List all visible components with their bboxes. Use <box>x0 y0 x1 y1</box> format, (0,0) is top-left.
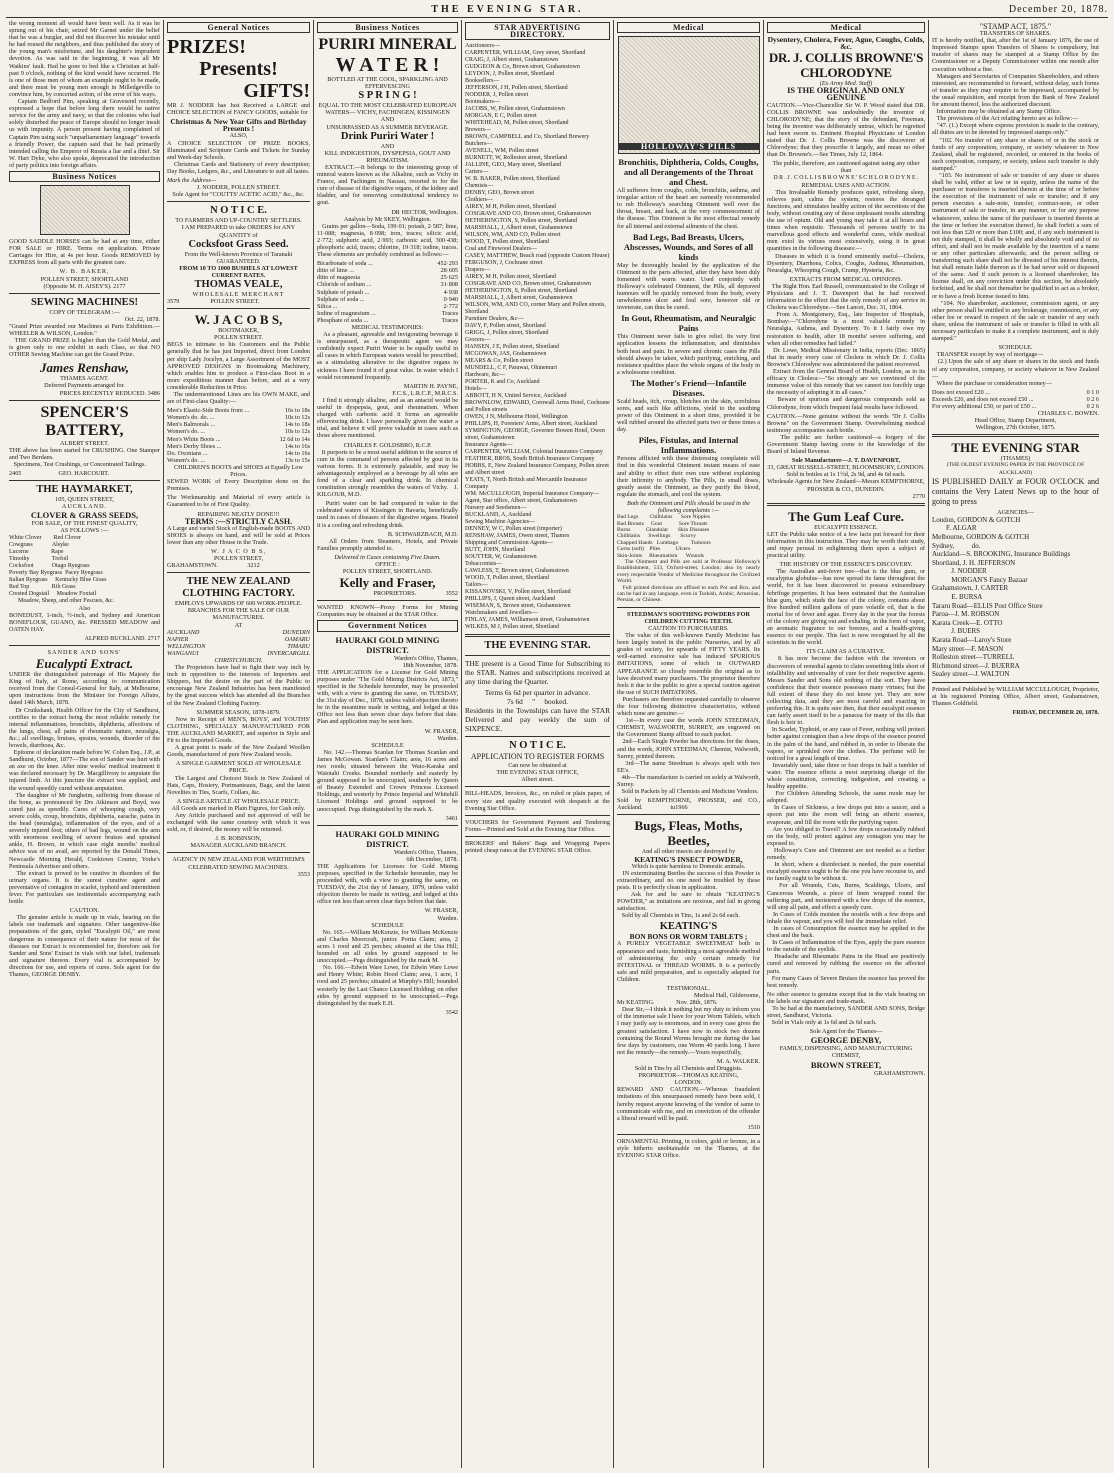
fraser-sign: W. FRASER, <box>424 727 458 735</box>
medical-header-2: Medical <box>767 22 925 33</box>
head-office: Head Office, Stamp Department, <box>974 417 1057 425</box>
jacobs-town: GRAHAMSTOWN. 3212 <box>167 562 260 570</box>
office-label: OFFICE : <box>375 561 400 568</box>
business-notices-header: Business Notices <box>9 171 160 182</box>
price-row: Men's Elastic-Side Boots from ... 16s to 18s <box>167 407 310 415</box>
jacobs-body: BEGS to intimate to his Customers and the Public generally that he has just Imported, direct from London per ship Lady Jocelyn, a Large Assortment of the MOST APPROVED DESIGNS in Bootmaking Machinery, which enables him to produce a First-class Boot in a more expeditious manner than before, and at a very considerable Reduction in Price. The undermentioned Lines are his OWN MAKE, and are of First-class Quality:— <box>167 341 311 406</box>
analysis-body: Grains per gallon—Soda, 199·01; potash, 2·587; lime, 11·088; magnesia, 8·098; iron, traces; silicic acid, 2·772; sulphuric acid, 2·993; carbonic acid, 300·438; phosphoric acid, traces; chlorine, 19·318; iodine, traces. These elements are probably combined as follows:— <box>317 222 460 259</box>
bonedust: BONEDUST, 1-inch, ½-inch, and Sydney and American BONEFLOUR, GUANO, &c. PRESSED MEADOW and OATEN HAY. <box>9 611 160 633</box>
grahamstown: GRAHAMSTOWN. <box>874 1069 925 1077</box>
nodder-address: J. NODDER, POLLEN STREET. <box>196 184 281 192</box>
piles-title: Piles, Fistulas, and Internal Inflammations. <box>638 435 739 456</box>
battery-body: THE above has been started for CRUSHING. One Stamper and Two Berdans. Specimens, Test Crushings, or Concentrated Tailings. <box>9 446 160 468</box>
chem-row: ditto of lime ... 28·605 <box>317 267 458 275</box>
drink-puriri: Drink Puriri Water ! <box>340 130 435 142</box>
price-row: Men's White Boots ... 12 6d to 14s <box>167 435 310 443</box>
presents-title: Presents! <box>199 58 278 81</box>
telegram-label: COPY OF TELEGRAM :— <box>49 308 120 316</box>
price-row: Women's do. ... 13s to 15s <box>167 456 310 464</box>
general-notices-header: General Notices <box>167 22 310 33</box>
chem-row: Silica ... 2·772 <box>317 302 458 310</box>
sewed-work: SEWED WORK of Every Description done on the Premises. <box>167 478 310 493</box>
agency: AGENCY IN NEW ZEALAND FOR WERTHEIM'S CELEBRATED SEWING MACHINES. <box>172 856 305 871</box>
also-label: Also <box>78 604 91 612</box>
mark-address: Mark the Address— <box>167 177 217 185</box>
farmers-title: TO FARMERS AND UP-COUNTRY SETTLERS. <box>175 217 302 225</box>
veale-address: 3579 POLLEN STREET. <box>167 298 260 306</box>
prices-reduced: PRICES RECENTLY REDUCED. 3486 <box>59 389 160 397</box>
children-boots: CHILDREN'S BOOTS and SHOES at Equally Low Prices. <box>174 463 303 479</box>
agency-list: London, GORDON & GOTCH F. ALGAR Melbourne, GORDON & GOTCH Sydney, do. Auckland—S. BROOKING, Insurance Buildings Shortland, J. H. JEFFERSON J. NODDER MORGAN'S Fancy Bazaar Grahamstown, J. CARTER E. BURSA Tararu Road—ELLIS Post Office Store Paroa—J. M. ROBSON Karata Creek—E. OTTO J. BUERS Karata Road—Laroy's Store Mary street—F. MASON Rolleston street—TURRELL Richmond street—J. BUERRA Sealey street—J. WALTON <box>932 515 1071 679</box>
fee-table <box>932 389 1099 410</box>
bottled: BOTTLED AT THE COOL, SPARKLING AND EFFERVESCING <box>327 76 448 91</box>
unsurpassed: UNSURPASSED AS A SUMMER BEVERAGE. <box>326 123 449 131</box>
cocksfoot-title: Cocksfoot Grass Seed. <box>188 238 289 250</box>
keating-powder: KEATING'S INSECT POWDER, <box>634 854 743 864</box>
masthead-date: December 20, 1878. <box>1008 4 1108 15</box>
manager: MANAGER AUCKLAND BRANCH. <box>190 842 287 850</box>
government-notices-header: Government Notices <box>317 620 458 631</box>
from-west: From the Well-known Province of Taranaki GUARANTEED. <box>184 250 293 265</box>
seeds-list: White Clover Red Clover Cowgrass Alsyke Lucerne Rape Timothy Trefoil Cocksfoot Otago Ryegrass Poverty Bay Ryegrass Pacey Ryegrass Italian Ryegrass Kentucky Blue Grass Red Top Rib Grass Crested Dogstail Meadow Foxtail Meadow, Sheep, and other Fescues, &c. <box>9 534 115 604</box>
gifts-title: GIFTS! <box>243 80 310 103</box>
complaints-list: Bad Legs Chilblains Sore Nipples Bad Breasts Gout Sore Throats Burns Glandular Skin Diseases Chilblains Swellings Scurvy Chapped Hands Lumbago Tumours Corns (soft) Piles Ulcers Skin-Joints Rheumatism Wounds <box>617 514 711 559</box>
residents-text: Residents in the Townships can have the STAR Delivered and pay weekly the sum of SIXPENCE. <box>465 706 610 734</box>
testimonial-body: As a pleasant, agreeable and invigorating beverage it is unsurpassed, as a therapeutic agent we may confidently expect Puriri Water to be equally useful in all cases in which European waters would be prescribed; as a stimulating alterative to the digestive organs in sickness I have found it of great value. In water which I would recommend frequently. <box>317 331 460 381</box>
caution-purchasers: CAUTION TO PURCHASERS. <box>648 624 729 632</box>
nz-title: THE NEW ZEALAND <box>186 576 291 588</box>
badlegs-body: May be thoroughly healed by the application of the Ointment to the parts affected, after they have been duly fomented with warm water. Used conjointly with Holloway's celebrated Ointment, the Pills, all depraved humours will be quickly removed from the body, every unwholesome ulcer and foul sore, however old or inveterate, can thus be cured. <box>617 261 760 312</box>
wardens-office: Warden's Office, Thames, <box>394 654 458 662</box>
issue-date: FRIDAY, DECEMBER 20, 1878. <box>1012 709 1099 717</box>
gum-body: LET the Public take notice of a few facts put forward for their information in this instruction. They may be worth their study, and repay perusal in enlightening them upon a subject of practical utility. <box>767 530 925 560</box>
spencer-title: SPENCER'S <box>40 403 129 421</box>
clover-title: CLOVER & GRASS SEEDS, <box>30 510 139 521</box>
wanted-known: WANTED KNOWN—Proxy Forms for Mining Companies may be obtained at the STAR Office. <box>317 604 458 619</box>
bowen-sign: CHARLES C. BOWEN. <box>1037 410 1099 418</box>
harmless: Which is quite harmless to Domestic animals. <box>631 862 746 870</box>
harcourt: 2465 GEO. HARCOURT. <box>9 470 110 478</box>
obtained-text: Can now be obtained at <box>508 762 567 770</box>
keating-title: KEATING'S <box>659 921 718 933</box>
price-row: Do. Oxonians ... 14s to 16s <box>167 449 310 457</box>
schedule-title: SCHEDULE <box>371 741 404 749</box>
both-text: Both the Ointment and Pills should be used in the following complaints :— <box>627 499 750 514</box>
equal: EQUAL TO THE MOST CELEBRATED EUROPEAN WATERS— VICHY, FACHINGEN, KISSINGEN <box>318 102 457 117</box>
gout-title: In Gout, Rheumatism, and Neuralgic Pains <box>621 313 756 334</box>
nodder-agent: Sole Agent for "COUTTS' ACETIC ACID," &c., &c. <box>172 191 305 199</box>
brokers: BROKERS' and Bakers' Bags and Wrapping Papers printed cheap rates at the EVENING STAR Office. <box>465 839 610 855</box>
bugs-title: Bugs, Fleas, Moths, Beetles, <box>634 818 743 849</box>
testimonial-body: Dear Sir,—I think it nothing but my duty to inform you of the immense sale I have for your Worm Tablets, which I may justly say is enormous, and in every case gives the greatest satisfaction. I have now in stock two dozens containing the Round Worms brought me during the last few days by customers, one Worm 40 yards long. I have not the remedy—the remedy.—Yours respectfully, <box>617 1006 762 1056</box>
wellington-date: Wellington, 27th October, 1875. <box>975 424 1056 432</box>
application-text: APPLICATION TO REGISTER FORMS <box>470 752 605 762</box>
chem-row: Chloride of sodium ... 31·808 <box>317 281 458 289</box>
history-body: The Australian anti-fever tree—that is the blue gum, or eucalyptus globulus—has now spread its fame throughout the world, for it has been discovered to possess extraordinary febrifuge properties. It has been estimated that the Australian blue gum, which studs the face of the colony, contains about five hundred million gallons of pure volatile oil, that is the mortal foe of fever and ague. Every day in the year the forests of the colony are giving out and exhaling, in the form of vapor, an aromatic fragrance to our breezes, and a health-giving essence to our people. This fact is now recognised by all the scientists in the world. <box>767 568 927 647</box>
payne-quals: F.C.S., L.R.C.P., M.R.C.S. <box>392 389 458 397</box>
address: 33, GREAT RUSSELL-STREET, BLOOMSBURY, LONDON. <box>767 464 925 472</box>
kill-indigestion: KILL INDIGESTION, DYSPEPSIA, GOUT AND RHEUMATISM. <box>324 149 451 164</box>
town-row: CHRISTCHURCH. <box>214 657 263 664</box>
holloway-illustration <box>618 36 760 154</box>
town-list <box>167 629 310 664</box>
extract-text: EXTRACT.—It belongs to the interesting group of mineral waters known as the Alkaline, such as Vichy in France, and Fachingen in Nassau, resorted to for the cure of disease of the digestive organs, of the kidney and bladder, and for removing constitutional tendency to gout. <box>317 163 460 207</box>
story-text: the wrong moment all would have been well. As it was he sprung out of his chair, seized Mr Garnet under the belief that he was a burglar, and did not discover his mistake until he had roused the neighbors, and thus published the story of the young man's misfortune, and his daughter's imprudent devotion. As was said in the beginning, it was all Mr Watkins' fault. Had he gone to bed like a Christian at half-past 9 o'clock, nothing of the kind would have occurred. He is one of those men of whom an example ought to be made, and there must be young men enough in Milledgeville to convince him, by concerted action, of the error of his ways. Captain Bedford Pim, speaking at Gravesend recently, expressed a hope that before long there would be native service for the army and navy, so that the colonies who had solely disturbed the peace of Europe should no longer insult us with impunity. A person present having complained of Captain Pim using such "unparliamentary language" towards a friendly Power, the captain said that he had primarily intended calling the Emperor of Russia a liar and a thief. Sir W. Hart Dyke, who also spoke, deprecated the introduction of party politics into foreign affairs. <box>9 20 160 169</box>
notice-title: N O T I C E. <box>509 740 566 752</box>
walker-sign: M. A. WALKER. <box>716 1057 760 1065</box>
schedule-body-2: No. 165.—William McKenzie, for William McKenzie and Charles Moorcraft, junior. Portia Claim; area, 2 acres 1 rood and 25 perches; situated at the Una Hill; bounded on all sides by ground supposed to be unoccupied.—Pegs distinguished by the mark M. No. 166.—Edwin Ware Lowe, for Edwin Ware Lowe and Henry White; Robin Hood Claim; area, 1 acre, 1 rood and 25 perches; situated at Murphy's Hill; bounded westerly by the Last Chance Licensed Holding; on other sides by ground supposed to be unoccupied.—Pegs distinguished by the mark E.H. <box>317 928 458 1007</box>
chem-row: Sulphate of soda ... 0·940 <box>317 295 458 303</box>
column-4 <box>462 20 614 1468</box>
buckland-sign: ALFRED BUCKLAND. 2717 <box>84 634 160 642</box>
browne-title: DR. J. COLLIS BROWNE'S CHLORODYNE <box>768 50 924 81</box>
jacobs-sign: W. J A C O B S, <box>210 547 266 555</box>
jacobs-sign-street: POLLEN STREET, <box>213 555 264 563</box>
baker-name: W. B. BAKER, <box>59 268 110 276</box>
robinson: J. B. ROBINSON, <box>215 835 262 843</box>
summer-season: SUMMER SEASON, 1878-1879. <box>196 708 281 716</box>
single-article: A SINGLE ARTICLE AT WHOLESALE PRICE. <box>176 797 301 805</box>
albert-text: Albert street. <box>521 776 554 784</box>
analysis-head: Analysis by Mr SKEY, Wellington. <box>343 215 432 223</box>
fee-row: Does not exceed £20 ... 0 1 0 <box>932 388 1099 396</box>
office-address: POLLEN STREET, SHORTLAND. <box>342 568 433 576</box>
evening-star-title: THE EVENING STAR <box>951 440 1080 456</box>
bugs-body: IN exterminating Beetles the success of this Powder is extraordinary, and no one need be troubled by these pests. It is perfectly clean in application. Ask for and be sure to obtain "KEATING'S POWDER," as imitations are noxious, and fail in giving satisfaction. Sold by all Chemists in Tins, 1s and 2s 6d each. <box>617 869 760 920</box>
eucalypti-body: UNDER the distinguished patronage of His Majesty the King of Italy, at Rome, according to communication received from the Consul-General for Italy, at Melbourne, upon instructions from the Minister for Foreign Affairs, dated 14th March, 1878. Dr Cruikshank, Health Officer for the City of Sandhurst, certifies to the extract being the most reliable remedy for internal inflammations, bronchitis, diphtheria, affections of the lungs, chest, all pains of rheumatic nature, neuralgia, &c.; all swellings, bruises, sprains, wounds, disorder of the bowels, diarrhoea, &c. Epitome of declaration made before W. Cohen Esq., J.P., at Sandhurst, October, 1877—The son of Sander was hurt with an axe on the knee. After nine weeks' medical treatment it was declared necessary by Dr. Macgillivray to amputate the injured limb. At this juncture the extract was applied, and the wound speedily cured without amputation. The daughter of Mr Jungheim, suffering from disease of the bone, as pronounced by Drs Atkinson and Boyd, was cured just as speedily. Cures of whooping cough, very severe colds, croup, bronchitis, diphtheria, earache, pains in the head (neuralgia), inflammation of the eyes, and of a severely injured foot; others of bad legs, wound on the arm with enormous swelling of severe bruises and sprained ankle, H. Brown, in which case eight months' medical advice was of no avail, are reported by the Donald Times, Newcastle Morning Herald, Cooktown Courier, Yorke's Peninsula Advertiser and others. The extract is proved to be curative in disorders of the urinary organs. It is the surest curative agent and preventative of contagion in scarlet, typhoid and intermittent fever. For particulars see testimonials accompanying each bottle. <box>9 671 161 906</box>
chem-row: Iodine of magnesium ... Traces <box>317 309 458 317</box>
spring-title: S P R I N G ! <box>358 90 417 102</box>
summer-body: Now in Receipt of MEN'S, BOYS', and YOUTHS' CLOTHING, SPECIALLY MANUFACTURED FOR THE AUCKLAND MARKET, and superior in Style and Fit to the Imported Goods. A great point is made of the New Zealand Woollen Goods, manufactured of pure New Zealand wools. <box>167 715 311 759</box>
extracts-body: The Right Hon. Earl Russell, communicated to the College of Physicians and J. T. Davenport that he had received information to the effect that the only remedy of any service in Cholera was Chlorodyne.—See Lancet, Dec. 31, 1864. From A. Montgomery, Esq., late Inspector of Hospitals, Bombay:—"Chlorodyne is a most valuable remedy in Neuralgia, Asthma, and Dysentery. To it I fairly owe my restoration to health, after 18 months' severe suffering, and when all other remedies had failed." Dr. Lowe, Medical Missionary in India, reports (Dec. 1865) that in nearly every case of Cholera in which Dr. J. Collis Browne's Chlorodyne was administered the patient recovered. Extract from the General Board of Health, London, as to its efficacy in Cholera:—"So strongly are we convinced of the immense value of this remedy that we cannot too forcibly urge the necessity of adopting it in all cases." Beware of spurious and dangerous compounds sold as Chlorodyne, from which frequent fatal results have followed. <box>767 282 926 411</box>
booked-text: 7s 6d " booked. <box>507 697 568 707</box>
steedman-sold: Sold by KEMPTHORNE, PROSSER, and CO., Auckland. tu1966 <box>617 797 762 812</box>
battery-title: BATTERY, <box>45 421 124 439</box>
wholesale-number: 2770 <box>912 492 925 500</box>
wholesale-merchant: WHOLESALE MERCHANT <box>192 290 285 298</box>
claim-title: ITS CLAIM AS A CURATIVE. <box>806 648 886 656</box>
warden-label-2: Warden. <box>437 914 458 922</box>
sole-manufacturer: Sole Manufacturer—J. T. DAVENPORT, <box>791 457 901 465</box>
mothers-body: Scald heads, itch, croup, blotches on the skin, scrofulous sores, and such like afflictions, yield to the soothing power of this Ointment in a short time, provided it be well rubbed around the affected parts two or three times a day. <box>617 397 760 434</box>
puriri-title: PURIRI MINERAL <box>318 36 457 54</box>
hauraki-title: HAURAKI GOLD MINING DISTRICT. <box>335 634 440 655</box>
dysentery-title: Dysentery, Cholera, Fever, Ague, Coughs, Colds, &c. <box>767 35 925 52</box>
renshaw-name: James Renshaw, <box>39 360 130 376</box>
largest-stock: The Largest and Choicest Stock in New Zealand of Hats, Caps, Hosiery, Portmanteaux, Bags, and the latest Novelties in Ties, Scarfs, Collars, &c. <box>167 774 312 796</box>
vouchers: VOUCHERS for Government Payment and Tendering Forms—Printed and Sold at the Evening Star Office. <box>465 818 610 833</box>
telegram-body: "Grand Prize awarded our Machines at Paris Exhibition.—WHEELER & WILSON, London." THE GRAND PRIZE is higher than the Gold Medal, and is given only to one exhibit in each Class, so that NO OTHER Sewing Machine can get the Grand Prize. <box>9 322 161 359</box>
xmas-gifts: Christmas & New Year Gifts and Birthday Presents ! <box>170 117 307 134</box>
history-title: THE HISTORY OF THE ESSENCE'S DISCOVERY. <box>779 561 913 569</box>
eucalypti-title: Eucalypti Extract. <box>35 656 134 672</box>
schedule-number: 3461 <box>445 814 458 822</box>
testimonial-title: TESTIMONIAL. <box>666 985 711 992</box>
repairing: REPAIRING NEATLY DONE!!! <box>197 510 280 518</box>
hector-sign: DR HECTOR, Wellington. <box>391 208 458 216</box>
family-chemist: FAMILY, DISPENSING, AND MANUFACTURING CHEMIST, <box>779 1045 913 1060</box>
testimonial-head: Medical Hall, Gildersome, <box>694 992 760 1000</box>
badlegs-title: Bad Legs, Bad Breasts, Ulcers, Abscesses, Wounds, and Sores of all kinds <box>623 231 754 262</box>
published-text: IS PUBLISHED DAILY at FOUR O'CLOCK and contains the Very Latest News up to the hour of going to press <box>932 476 1099 506</box>
testimonials-title: MEDICAL TESTIMONIES: <box>351 324 424 331</box>
delivered: Delivered in Cases containing Five Dozen. <box>334 553 441 561</box>
caution-title: CAUTION. <box>69 907 100 915</box>
schedule-title: SCHEDULE. <box>998 344 1033 352</box>
chem-row: Sulphate of potash ... 4·938 <box>317 288 458 296</box>
nodder-body: MR J. NODDER has Just Received a LARGE and CHOICE SELECTION of FANCY GOODS, suitable for <box>167 102 310 117</box>
notice-title: N O T I C E. <box>210 205 267 217</box>
as-follows: AS FOLLOWS :— <box>60 527 109 535</box>
single-garment: A SINGLE GARMENT SOLD AT WHOLESALE PRICE. <box>175 760 302 775</box>
veale-name: THOMAS VEALE, <box>194 278 283 290</box>
column-7 <box>929 20 1102 1468</box>
ointment-note: The Ointment and Pills are sold at Professor Holloway's Establishment, 533, Oxford-street, London; also by nearly every respectable Vendor of Medicine throughout the Civilized World. Full printed directions are affixed to each Pot and Box, and can be had in any language, even in Turkish, Arabic, Armenian, Persian, or Chinese. <box>617 558 760 604</box>
stamp-body: IT is hereby notified, that, after the 1st of January 1876, the use of Impressed Stamps upon Transfers of Shares is compulsory, but transfer of shares may be stamped at a Stamp Office by the Commissioner or a Deputy Commissioner within one month after execution without a fine. Managers and Secretaries of Companies Shareholders, and others interested, are recommended to forward, without delay, such forms of transfer as they may require to be impressed, accompanied by the usual requisition, and receipt from the Bank of New Zealand for amount thereof, less the authorized discount. Information may be obtained at any Stamp Office. The provisions of the Act relating hereto are as follow:— "47. (1.) Except where express provision is made to the contrary, all duties are to be denoted by impressed stamps only." "102. No transfer of any share or shares of or in the stock or funds of any corporation, company, or society whatever in New Zealand, shall be registered, recorded, or entered in the books of such corporation, company, or society, unless such transfer is duly stamped." "103. No instrument of sale or transfer of any share or shares shall be valid, either at law or in equity, unless the name of the purchaser or transferee is inserted therein at the time of or before the execution of the instrument of sale or transfer; and if any person executes a sale-note, transfer, contract-note, or other instrument of sale or transfer, in any manner, or for any purpose whatsoever, unless the name of the purchaser is inserted therein at the time or before the execution thereof, he shall forfeit a sum of not less than £20 or more than £100; and, if any such instrument is not duly stamped, it shall be wholly and absolutely void and of no effect, and shall not be made available by the insertion of a name or any other particulars afterwards; and the person selling or transferring such share shall not be divested of his interest therein, but shall remain liable thereon as if he had never sold or disposed of the same. And if such person is a licensed sharebroker, his license shall, on any conviction under this section, be absolutely forfeited, and he shall not thereafter be qualified to act as a broker, or to have a fresh license issued to him. "104. No sharebroker, auctioneer, commission agent, or any other person shall be entitled to any brokerage, commission, or any other fee or reward in respect of the sale or transfer of any such share, unless the instrument of sale or transfer is filled in with all necessary particulars to make it a complete instrument, and is duly stamped." <box>932 37 1100 343</box>
prepared: I AM PREPARED to take ORDERS for ANY QUANTITY of <box>181 224 296 239</box>
wardens-date: 18th November, 1878. <box>402 661 458 669</box>
wardens-date-2: 6th December, 1878. <box>406 855 458 863</box>
caution-2: CAUTION.—None genuine without the words "Dr J. Collis Browne" on the Government Stamp. Overwhelming medical testimony accompanies each bottle. The public are further cautioned—a forgery of the Government Stamp having come to the knowledge of the Board of Inland Revenue. <box>767 412 925 456</box>
town-row: NAPIER OAMARU <box>167 635 310 643</box>
column-3 <box>314 20 462 1468</box>
piles-body: Persons afflicted with these distressing complaints will find in this wonderful Ointment instant means of ease and ability to effect their own cure without explaining their infirmity to anybody. The Pills, in small doses, greatly assist the Ointment, as they purify the blood, regulate the stomach, and cool the system. <box>617 455 760 498</box>
also-label: ALSO, <box>229 132 248 140</box>
reward-number: 1510 <box>747 1123 760 1131</box>
denby-name: GEORGE DENBY, <box>810 1035 882 1046</box>
town-row: AUCKLAND DUNEDIN <box>167 628 310 636</box>
fraser-sign-2: W. FRASER, <box>424 907 458 915</box>
remedial-body: This Invaluable Remedy produces quiet, refreshing sleep, relieves pain, calms the system, restores the deranged functions, and stimulates healthy action of the secretions of the body, without creating any of those unpleasant results attending the use of opium. Old and young may take it at all hours and times when requisite. Thousands of persons testify to its marvellous good effects and wonderful cures, while medical men extol its virtues most extensively, using it in great quantities in the following diseases:— Diseases in which it is found eminently useful—Cholera, Dysentery, Diarrhoea, Colics, Coughs, Asthma, Rheumatism, Neuralgia, Whooping Cough, Cramp, Hysteria, &c. <box>767 188 925 274</box>
masthead-title: THE EVENING STAR. <box>431 4 584 15</box>
masthead <box>6 4 1108 18</box>
hauraki-title-2: HAURAKI GOLD MINING DISTRICT. <box>335 828 440 849</box>
reward-text: REWARD AND CAUTION.—Whereas fraudulent imitations of this unsurpassed remedy have been sold, I hereby request anyone knowing of the vendor of same to communicate with me, and on conviction of the offender a liberal reward will be paid. <box>617 1086 760 1122</box>
chem-row: Phosphate of soda ... Traces <box>317 316 458 324</box>
terms-cash: TERMS :—STRICTLY CASH. <box>184 516 293 526</box>
bronchitis-body: All sufferers from coughs, colds, bronchitis, asthma, and irregular action of the heart are earnestly recommended to rub Holloway's searching Ointment well over the throat, breast, and back, at the very commencement of the disease. This Ointment is the most effectual remedy for all internal and external ailments of the chest. <box>617 187 760 230</box>
schedule-body: TRANSFER except by way of mortgage— (2.) Upon the sale of any share or shares in the stock and funds of any corporation, company, or society whatever in New Zealand— Where the purchase or consideration money— <box>932 351 1100 387</box>
fee-row: For every additional £50, or part of £50 ... 0 2 6 <box>932 402 1099 410</box>
holloway-label: HOLLOWAY'S PILLS <box>619 143 759 150</box>
sole-agent: Sole Agent for the Thames— <box>809 1028 883 1036</box>
bonbons-title: BON BONS OR WORM TABLETS ; <box>629 932 748 942</box>
london: LONDON. <box>674 1079 703 1087</box>
and-label-2: AND <box>380 142 395 150</box>
telegram-date: Oct. 22, 1878. <box>124 315 160 323</box>
gumleaf-title: The Gum Leaf Cure. <box>787 508 905 524</box>
goldsbro-sign: CHARLES F. GOLDSBRO, R.C.P. <box>343 441 432 449</box>
and-label: AND <box>380 116 395 124</box>
wholesale-agents: Wholesale Agents for New Zealand—Messrs KEMPTHORNE, PROSSER & CO., DUNEDIN. <box>767 478 925 493</box>
office-name: THE EVENING STAR OFFICE, <box>496 769 579 777</box>
jacobs-street: POLLEN STREET. <box>213 334 264 342</box>
advertising-directory: Auctioneers— CARPENTER, WILLIAM, Grey street, Shortland CRAIG, J, Albert street, Grahamstown GUDGEON & Co, Brown street, Grahamstown LEYDON, J, Pollen street, Shortland Booksellers— JEFFERSON, J H, Pollen street, Shortland NODDER, J, Pollen street Bootmakers— JACOBS, W, Pollen street, Grahamstown MORGAN, E C, Pollen street WHITEHEAD, M, Pollen street, Shortland Brewers— BROWN, CAMPBELL and Co, Shortland Brewery Butchers— AVENELL, WM, Pollen street BURNETT, W, Rolleston street, Shortland JALLINE, GEO, Mary street, Shortland Carters— W. B. BAKER, Pollen street, Shortland Chemists— DENBY, GEO, Brown street Clothiers— AIREY, M H, Pollen street, Shortland COSGRAVE AND CO, Brown street, Grahamstown HETHERINGTON, S, Pollen street, Shortland MARSHALL, J, Albert street, Grahamstown WILSON, WM, AND CO, Pollen street WOOD, T, Pollen street, Shortland Coal and Firewood Dealers— CASEY, MATTHEW, Beach road (opposite Custom House) FERGUSON, J, Cochrane street Drapers— AIREY, M H, Pollen street, Shortland COSGRAVE AND CO, Brown street, Grahamstown HETHERINGTON, S, Pollen street, Shortland MARSHALL, J, Albert street, Grahamstown WILSON, WM, AND CO, corner Mary and Pollen streets, Shortland Furniture Dealers, &c— DAVY, F, Pollen street, Shortland GRIGG, J, Pollen street, Shortland Grocers— HANSEN, J E, Pollen street, Shortland MCGOWAN, JAS, Grahamstown MEARS & Co, Pollen street MUNDELL, C F, Parawai, Ohinemuri Hardware, &c— PORTER, K and Co, Auckland Hotels— ABBOTT, H N, United Service, Auckland BROWNLOW, EDWARD, Cornwall Arms Hotel, Cochrane and Pollen streets OWEN, J N, Melbourne Hotel, Wellington PHILLIPS, H, Foresters' Arms, Albert street, Auckland SYMINGTON, GEORGE, Governor Bowen Hotel, Owen street, Grahamstown Insurance Agents— CARPENTER, WILLIAM, Colonial Insurance Company FEATHER, BROS, South British Insurance Company HOBBS, E, New Zealand Insurance Company, Pollen street and Albert street YEATS, T, North British and Mercantile Insurance Company WM. McCULLOUGH, Imperial Insurance Company—Agent, Star office, Albert street, Grahamstown Nursery and Seedsmen— BUCKLAND, A, Auckland Sewing Machine Agencies— DENNEY, W C, Pollen street (importer) RENSHAW, JAMES, Owen street, Thames Shipping and Commission Agents— BUTT, JOHN, Shortland SOUTTER, W, Grahamstown Tobacconists— LAWLESS, T, Brown street, Grahamstown WOOD, T, Pollen street, Shortland Tailors— KISSANOVSKI, V, Pollen street, Shortland PHILLIPS, J, Queen street, Auckland WISEMAN, S, Brown street, Grahamstown Watchmakers and Jewellers— FINLAY, JAMES, Williamson street, Grahamstown WILKES, M J, Pollen street, Shortland <box>465 43 610 631</box>
price-row: Women's do. ... 10s to 12s <box>167 428 310 436</box>
fee-row: Exceeds £20, and does not exceed £50 ... 0 2 6 <box>932 395 1099 403</box>
ornamental: ORNAMENTAL Printing, in colors, gold or bronze, in a style hitherto unobtainable on the Thames, at the EVENING STAR Office. <box>617 1137 760 1160</box>
evening-star-title: THE EVENING STAR. <box>484 640 591 652</box>
gout-body: This Ointment never fails to give relief. Its very first application lessens the inflammation, and diminishes both heat and pain. In severe and chronic cases the Pills should always be taken, which purifying, enriching, and resistance qualities place the whole organs of the body in a wholesome condition. <box>617 333 760 376</box>
steedman-body: The value of this well-known Family Medicine has been largely tested in the public Nurseries, and by all grades of society, for upwards of FIFTY YEARS. Its well-earned excessive sale has induced SPURIOUS IMITATIONS, some of which in OUTWARD APPEARANCE so closely resemble the original as to have deceived many purchasers. The proprietor therefore feels it due to the public to give a special caution against the use of SUCH IMITATIONS. Purchasers are therefore requested carefully to observe the four following distinctive characteristics, without which none are genuine:— 1st—In every case the words JOHN STEEDMAN, CHEMIST, WALWORTH, SURREY, are engraved on the Government Stamp affixed to each packet. 2nd—Each Single Powder has directions for the doses, and the words, JOHN STEEDMAN, Chemist, Walworth, Surrey, printed thereon. 3rd—The name Steedman is always spelt with two EE's. 4th—The manufacture is carried on solely at Walworth, Surrey. Sold in Packets by all Chemists and Medicine Vendors. <box>617 632 761 796</box>
steedman-title: STEEDMAN'S SOOTHING POWDERS FOR CHILDREN CUTTING TEETH. <box>627 610 750 625</box>
sewing-title: SEWING MACHINES! <box>30 296 139 308</box>
kelly-fraser: Kelly and Fraser, <box>339 575 436 591</box>
employs: EMPLOYS UPWARDS OF 600 WORK-PEOPLE. <box>175 600 302 608</box>
genuine-title: IS THE ORIGINAL AND ONLY GENUINE <box>787 86 905 103</box>
wardens-office-2: Warden's Office, Thames, <box>394 848 458 856</box>
jacobs-title: W. J A C O B S, <box>194 312 283 328</box>
price-row: Men's Derby Shoes ... 14s to 16s <box>167 442 310 450</box>
puriri-had: Puriri water can be had compared in value to the celebrated waters of Kissingen in Bavaria, beneficially used in cases of diseases of the digestive organs. Heated it is a cooling and refreshing drink. <box>317 500 460 529</box>
horse-carriage-illustration <box>40 185 130 235</box>
water-title: W A T E R ! <box>335 54 440 77</box>
hauraki-body: THE APPLICATION for a License for Gold Mining purposes under "The Gold Mining Districts Act, 1873," specified in the Schedule hereunder, may be proceeded with, with a view to granting the same, on TUESDAY, the 31st day of Dec., 1878, unless valid objection thereto be in the meantime made in writing, and lodged at this Office not less than seven clear days before that date. Plan and application may be seen here. <box>317 668 458 726</box>
bill-heads: BILL-HEADS, Invoices, &c., on ruled or plain paper, of every size and quality executed with despatch at the Evening Star Office. <box>465 790 610 812</box>
publick: The public, therefore, are cautioned against using any other than <box>772 160 920 175</box>
workmanship: The Workmanship and Material of every article is Guaranteed to be of First Quality. <box>167 494 310 509</box>
transfers-title: TRANSFERS OF SHARES. <box>979 30 1052 38</box>
agency-number: 3553 <box>297 870 310 878</box>
claim-body: It has now become the fashion with the inventors or discoverers of remedial agents to claim something little short of infallibility and universality of cure for their respective agents. Messrs Sander and Sons old nothing of the sort. They have confidence that their essence possesses many virtues; but the full extent of these they do not know yet. They are now collecting data, and they are most careful and exacting in preferring this. It is quite sure then, that their eucalypti essence can fairly assert itself to be a panacea for many of the ills that flesh is heir to. In Scarlet, Typhoid, or any case of Fever, nothing will protect better against contagion than a few drops of the essence poured in the palm of the hand, and rubbed in, in order to liberate the vapors, or sprinkled over the clothes. The perfume will be noticed for a great length of time. Invariably used, take three or four drops in half a tumbler of water. The essence effects a most surprising change of the whole constitution, correcting indigestion, and creating a healthy appetite. For Children Attending Schools, the same mode may be adopted. In Cases of Sickness, a few drops put into a saucer, and a spoon put into the room will bring an etheric essence, evaporate, and fill the room with the purifying vapor. Are you obliged to Travel? A few drops occasionally rubbed on the body, will protect against any contagion you may be exposed to. Holloway's Cure and Ointment are not needed as a further remedy. In short, where a disinfectant is needed, the pure essential eucalypti essence ought to be the one you have recourse to, and no family ought to be without it. For all Wounds, Cuts, Burns, Scaldings, Ulcers, and Cancerous Wounds, a piece of linen wrapped round the suffering part, and moistened with a few drops of the essence, will stop all pain, and effect a speedy cure. In Cases of Colds moisten the nostrils with a few drops and inhale the vapour, and you will feel the immediate relief. In cases of Consumption the essence may be applied to the chest and the back. In Cases of Inflammation of the Eyes, apply the pure essence to the outside of the eyelids. Headache and Rheumatic Pains in the Head are positively cured and removed by rubbing the essence on the affected parts. For many Cases of Severe Bruises the essence has proved the best remedy. <box>767 655 926 989</box>
schwarz-sign: B. SCHWARZBACH, M.D. <box>387 530 458 538</box>
at-label: AT <box>234 621 243 629</box>
chem-row: ditto of magnesia 25·625 <box>317 274 458 282</box>
orders-text: All Orders from Steamers, Hotels, and Private Families promptly attended to. <box>317 537 460 552</box>
price-row: Men's Balmorals ... 14s to 18s <box>167 421 310 429</box>
schedule-title-2: SCHEDULE <box>371 921 404 929</box>
payne-sign: MARTIN H. PAYNE, <box>403 382 458 390</box>
agencies-title: AGENCIES— <box>997 508 1034 516</box>
price-row: Women's do. do. ... 10s to 12s <box>167 414 310 422</box>
hauraki-body-2: THE Applications for Licenses for Gold Mining purposes, specified in the Schedule hereunder, may be proceeded with, with a view to granting the same, on TUESDAY, the 21st day of January, 1879, unless valid objection thereto be made in writing, and lodged at this office not less than seven clear days before that date. <box>317 862 458 906</box>
testimonial-to: Mr KEATING. Nov. 28th, 1876. <box>617 999 718 1007</box>
auckland: AUCKLAND. <box>61 503 108 511</box>
business-notices-header: Business Notices <box>317 22 458 33</box>
brown-street: BROWN STREET, <box>810 1059 882 1070</box>
euc-essence: EUCALYPTI ESSENCE. <box>814 523 878 531</box>
prizes-title: PRIZES! <box>167 36 246 59</box>
sold-bottles: Sold in bottles at 1s 1½d, 2s 9d, and 4s 6d each. <box>786 471 906 479</box>
nodder-more: A CHOICE SELECTION OF PRIZE BOOKS, Illuminated and Scripture Cards and Tickets for Sunday and Week-day Schools. Christmas Cards and Stationery of every description; Day Books, Ledgers, &c., and Literature to suit all tastes. <box>167 139 310 175</box>
all-goods: All Goods are marked in Plain Figures, for Cash only. Any Article purchased and not approved of will be exchanged with the same courtesy with which it was sold, or, if desired, the money will be returned. <box>167 804 311 834</box>
mothers-title: The Mother's Friend—Infantile Diseases. <box>630 377 747 398</box>
column-2 <box>164 20 314 1468</box>
clothing-factory: CLOTHING FACTORY. <box>182 588 295 600</box>
oldest-paper: (THE OLDEST EVENING PAPER IN THE PROVINCE OF AUCKLAND) <box>946 462 1085 476</box>
proprietors-label: PROPRIETORS. 3552 <box>373 590 458 598</box>
stamp-act-title: "STAMP ACT, 1875." <box>979 22 1052 31</box>
clover-sub: FOR SALE, OF THE FINEST QUALITY, <box>31 520 138 528</box>
bootmaker: BOOTMAKER, <box>218 327 259 335</box>
column-6 <box>764 20 929 1468</box>
thames-label: (THAMES) <box>1000 455 1031 463</box>
column-5 <box>614 20 764 1468</box>
column-1 <box>6 20 164 1468</box>
boots-price-list <box>167 407 310 464</box>
proprietors-text: The Proprietors have had to fight their way inch by inch in opposition to the interests of Importers and Shippers, but the desire on the part of the Public to encourage New Zealand Industries has been manifested by the great success which has attended all the Branches of the New Zealand Clothing Factory. <box>167 664 312 707</box>
sander-title: SANDER AND SONS' <box>47 648 122 656</box>
chem-row: Bicarbonate of soda ... 452·293 <box>317 260 458 268</box>
chemical-table <box>317 260 458 324</box>
baker-address: POLLEN STREET, SHORTLAND <box>40 275 129 283</box>
schedule-number-2: 3542 <box>445 1008 458 1016</box>
haymarket-title: THE HAYMARKET, <box>36 484 133 496</box>
horses-ad: GOOD SADDLE HORSES can be had at any time, either FOR SALE or HIRE. Terms on application. Private Carriages for Hire, at 4s per hour. Goods REMOVED by EXPRESS from all parts with the greatest care. <box>9 238 160 267</box>
large-stock: A Large and varied Stock of English-made BOOTS AND SHOES is always on hand, and will be sold at Prices lower than any other House in the Trade. <box>167 524 310 546</box>
proprietor: PROPRIETOR—THOMAS KEATING, <box>638 1072 739 1080</box>
genuine-notice: No other essence is genuine except that in the vials bearing on the labels our signature and trade-mark. To be had at the manufactory, SANDER AND SONS, Bridge street, Sandhurst, Victoria. Sold in Vials only at 1s 6d and 2s 6d each. <box>767 990 925 1027</box>
branches: BRANCHES FOR THE SALE OF OUR MANUFACTURES. <box>187 607 290 622</box>
bugs-sub: And all other insects are destroyed by <box>641 848 736 856</box>
army-staff: (Ex Army Med. Staff) <box>819 80 873 88</box>
sold-tins: Sold in Tins by all Chemists and Druggists. <box>634 1065 743 1073</box>
deferred-payments: Deferred Payments arranged for. <box>44 382 125 390</box>
bonbons-body: A PURELY VEGETABLE SWEETMEAT both in appearance and taste, furnishing a most agreeable method of administering the only certain remedy for INTESTINAL or THREAD WORMS. It is a perfectly safe and mild preparation, and is especially adapted for Children. <box>617 940 760 983</box>
haymarket-address: 105, QUEEN STREET, <box>55 496 114 504</box>
remedial-title: REMEDIAL USES AND ACTION. <box>801 181 891 189</box>
jcb: D R . J . C O L L I S B R O W N E ' S C H L O R O D Y N E . <box>773 174 919 181</box>
warden-label: Warden. <box>437 734 458 742</box>
present-text: THE present is a Good Time for Subscribing to the STAR. Names and subscriptions received at any time during the Quarter. <box>465 659 610 687</box>
bushels: FROM 10 TO 1000 BUSHELS AT LOWEST CURRENT RATES. <box>179 264 298 279</box>
albert-street: ALBERT STREET. <box>60 439 109 447</box>
baker-opposite: (Opposite M. H. AISEY'S). 2177 <box>43 282 126 290</box>
bronchitis-title: Bronchitis, Diphtheria, Colds, Coughs, and all Derangements of the Throat and Chest. <box>618 157 759 188</box>
caution-text: CAUTION.—Vice-Chancellor Sir W. P. Wood stated that DR. COLLIS BROWNE was undoubtedly the inventor of CHLORODYNE; that the story of the defendant, Freeman, being the inventor was deliberately untrue, which he regretted had been sworn to. Eminent Hospital Physicians of London stated that Dr. J. Collis Browne was the discoverer of Chlorodyne; that they prescribe it largely, and mean no other than Dr. Browne's.—See Times, July 12, 1864. <box>767 101 925 159</box>
terms-text: Terms 6s 6d per quarter in advance. <box>484 688 591 698</box>
medical-header: Medical <box>617 22 760 33</box>
town-row: WANGANUI INVERCARGILL <box>167 649 310 657</box>
find-text: I find it strongly alkaline, and as an antacid would be useful in dyspepsia, gout, and rheumatism. When charged with carbonic acid it forms an agreeable effervescing drink. I have personally given the water a trial, and believe it will prove valuable in cases such as those above mentioned. <box>317 396 460 440</box>
opinion-text: It purports to be a most useful addition to the source of cure in the command of persons affected by gout in its various forms. It is extremely palatable, and may be advantageously employed as a beverage by all who are fond of a clear and sparkling drink. In chemical constitution strongly resembles the waters of Vichy. J. KILGOUR, M.D. <box>317 448 460 499</box>
schedule-body: No. 142.—Thomas Scanlan for Thomas Scanlan and James McGowan. Scanlan's Claim; area, 16 acres and two roods; situated between the Waio-Karaka and Waiotahi Creeks. Bounded northerly and easterly by ground supposed to be unoccupied, southerly by Queen of Beauty Extended and Crown Princess Licensed Holdings, and westerly by Prince Imperial and Whitehill Licensed Holdings and ground supposed to be unoccupied. Pegs distinguished by the mark X. <box>317 748 460 813</box>
renshaw-title: THAMES AGENT. <box>60 375 109 383</box>
town-row: WELLINGTON TIMARU <box>167 642 310 650</box>
printed-text: Printed and Published by WILLIAM MCCULLOUGH, Proprietor, at his registered Printing Office, Albert street, Grahamstown, Thames Goldfield. <box>932 686 1099 708</box>
caution-body: The genuine article is made up in vials, bearing on the labels our trademark and signature. Other tangentive-like preparations of the gum, styled "Eucalypti Oil," are most dangerous in consequence of their nature for most of the diseases our Extract is recommended for, therefore ask for Sander and Sons' Extract in vials with our label, trademark and signature thereon. Every vial is accompanied by directions for use, and reports of cures. Sole agent for the Thames, GEORGE DENBY. <box>9 914 162 978</box>
extracts-title: EXTRACTS FROM MEDICAL OPINIONS. <box>789 275 903 283</box>
directory-header: STAR ADVERTISING DIRECTORY. <box>465 22 610 40</box>
